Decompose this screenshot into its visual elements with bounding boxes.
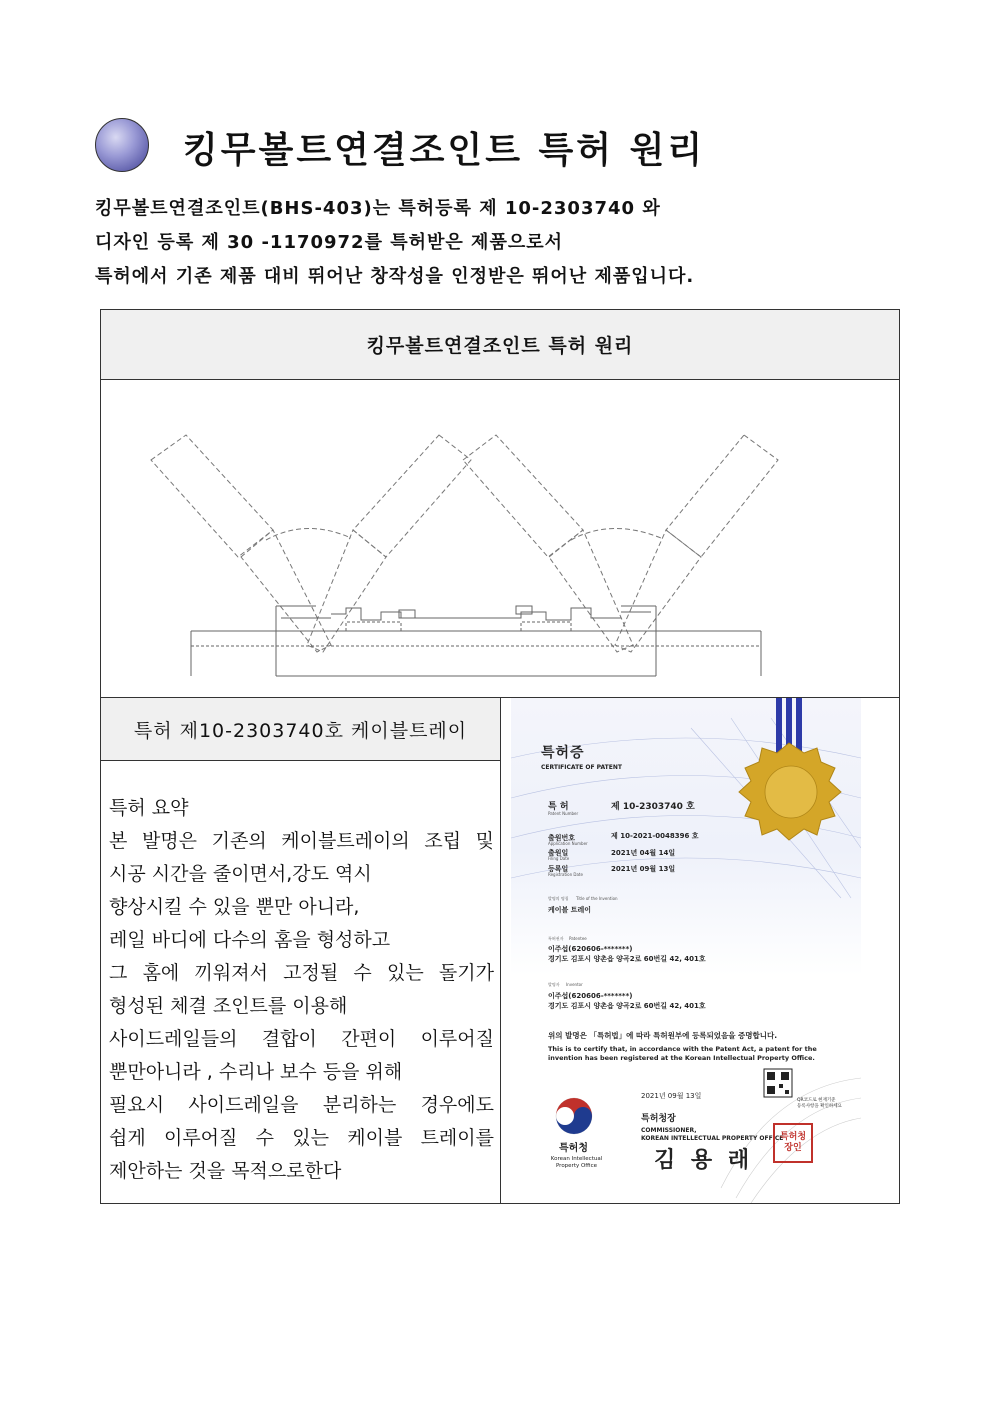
qr-note-line: QR코드로 현재기준 bbox=[797, 1098, 836, 1103]
kipo-english-line: Property Office bbox=[555, 1163, 598, 1169]
patent-number-heading: 특허 제10-2303740호 케이블트레이 bbox=[101, 698, 500, 761]
invention-label: 발명의 명칭 bbox=[548, 896, 569, 901]
commissioner-title: 특허청장 bbox=[641, 1114, 676, 1124]
summary-line: 필요시 사이드레일을 분리하는 경우에도 bbox=[109, 1094, 494, 1116]
kipo-english-line: Korean Intellectual bbox=[550, 1156, 603, 1162]
kipo-logo-text: 특허청 bbox=[559, 1143, 588, 1154]
summary-line: 뿐만아니라 , 수리나 보수 등을 위해 bbox=[109, 1061, 403, 1083]
app-no-label-en: Application Number bbox=[548, 841, 588, 846]
patentee: 이주섭(620606-*******) bbox=[548, 945, 633, 953]
patentee-label: 특허권자 bbox=[548, 936, 564, 941]
app-no: 제 10-2021-0048396 호 bbox=[611, 832, 699, 840]
invention-title: 케이블 트레이 bbox=[548, 906, 592, 914]
panel-heading: 킹무볼트연결조인트 특허 원리 bbox=[101, 310, 899, 380]
patentee-address: 경기도 김포시 양촌읍 양곡2로 60번길 42, 401호 bbox=[548, 955, 706, 963]
title-row bbox=[95, 118, 795, 178]
joint-diagram bbox=[101, 380, 899, 698]
qr-note-line: 등록사항을 확인하세요 bbox=[797, 1104, 842, 1109]
filing-date-label: 출원일 bbox=[548, 849, 569, 857]
summary-line: 본 발명은 기존의 케이블트레이의 조립 및 bbox=[109, 830, 494, 852]
patent-no-label: 특 허 bbox=[548, 802, 569, 812]
patentee-label-en: Patentee bbox=[569, 936, 587, 941]
patent-summary-column bbox=[101, 698, 501, 1203]
reg-date: 2021년 09월 13일 bbox=[611, 865, 676, 873]
invention-label-en: Title of the Invention bbox=[576, 896, 618, 901]
patent-principle-panel bbox=[100, 309, 900, 1204]
app-no-label: 출원번호 bbox=[548, 834, 576, 842]
summary-line: 시공 시간을 줄이면서,강도 역시 bbox=[109, 863, 372, 885]
inventor: 이주섭(620606-*******) bbox=[548, 992, 633, 1000]
patent-no-label-en: Patent Number bbox=[548, 811, 579, 816]
inventor-address: 경기도 김포시 양촌읍 양곡2로 60번길 42, 401호 bbox=[548, 1002, 706, 1010]
kipo-english bbox=[549, 1156, 604, 1170]
page-title: 킹무볼트연결조인트 특허 원리 bbox=[183, 130, 706, 171]
intro-line: 킹무볼트연결조인트(BHS-403)는 특허등록 제 10-2303740 와 bbox=[95, 198, 661, 219]
commissioner-english bbox=[641, 1127, 783, 1143]
summary-line: 형성된 체결 조인트를 이용해 bbox=[109, 995, 348, 1017]
certify-english-line: invention has been registered at the Korean Intellectual Property Office. bbox=[548, 1054, 815, 1062]
summary-line: 쉽게 이루어질 수 있는 케이블 트레이를 bbox=[109, 1127, 494, 1149]
summary-line: 제안하는 것을 목적으로한다 bbox=[109, 1160, 342, 1182]
filing-date-label-en: Filing Date bbox=[548, 856, 570, 861]
certificate-title: 특허증 bbox=[541, 745, 585, 761]
intro-line: 특허에서 기존 제품 대비 뛰어난 창작성을 인정받은 뛰어난 제품입니다. bbox=[95, 266, 695, 287]
intro-line: 디자인 등록 제 30 -1170972를 특허받은 제품으로서 bbox=[95, 232, 563, 253]
summary-line: 사이드레일들의 결합이 간편이 이루어질 bbox=[109, 1028, 494, 1050]
joint-diagram-drawing bbox=[101, 380, 899, 698]
commissioner-line: COMMISSIONER, bbox=[641, 1127, 697, 1134]
patent-no: 제 10-2303740 호 bbox=[611, 802, 695, 812]
inventor-label-en: Inventor bbox=[566, 982, 583, 987]
issue-date: 2021년 09월 13일 bbox=[641, 1092, 702, 1100]
certify-english-line: This is to certify that, in accordance with the Patent Act, a patent for the bbox=[548, 1045, 817, 1053]
intro-text bbox=[95, 192, 875, 294]
patent-certificate-image bbox=[511, 698, 861, 1203]
signature: 김 용 래 bbox=[654, 1147, 754, 1173]
summary-line: 그 홈에 끼워져서 고정될 수 있는 돌기가 bbox=[109, 962, 494, 984]
filing-date: 2021년 04월 14일 bbox=[611, 849, 676, 857]
official-seal bbox=[773, 1123, 813, 1163]
seal-line: 장인 bbox=[784, 1143, 802, 1153]
summary-line: 레일 바디에 다수의 홈을 형성하고 bbox=[109, 929, 391, 951]
seal-line: 특허청 bbox=[779, 1132, 807, 1142]
certify-english bbox=[548, 1045, 817, 1063]
certify-korean: 위의 발명은 「특허법」에 따라 특허원부에 등록되었음을 증명합니다. bbox=[548, 1031, 778, 1040]
title-bullet-icon bbox=[95, 118, 149, 172]
commissioner-line: KOREAN INTELLECTUAL PROPERTY OFFICE bbox=[641, 1135, 784, 1142]
certificate-subtitle: CERTIFICATE OF PATENT bbox=[541, 764, 622, 771]
inventor-label: 발명자 bbox=[548, 982, 560, 987]
reg-date-label: 등록일 bbox=[548, 865, 569, 873]
patent-summary bbox=[109, 792, 494, 1188]
qr-note bbox=[767, 1098, 842, 1110]
summary-title: 특허 요약 bbox=[109, 797, 189, 819]
summary-line: 향상시킬 수 있을 뿐만 아니라, bbox=[109, 896, 360, 918]
reg-date-label-en: Registration Date bbox=[548, 872, 583, 877]
